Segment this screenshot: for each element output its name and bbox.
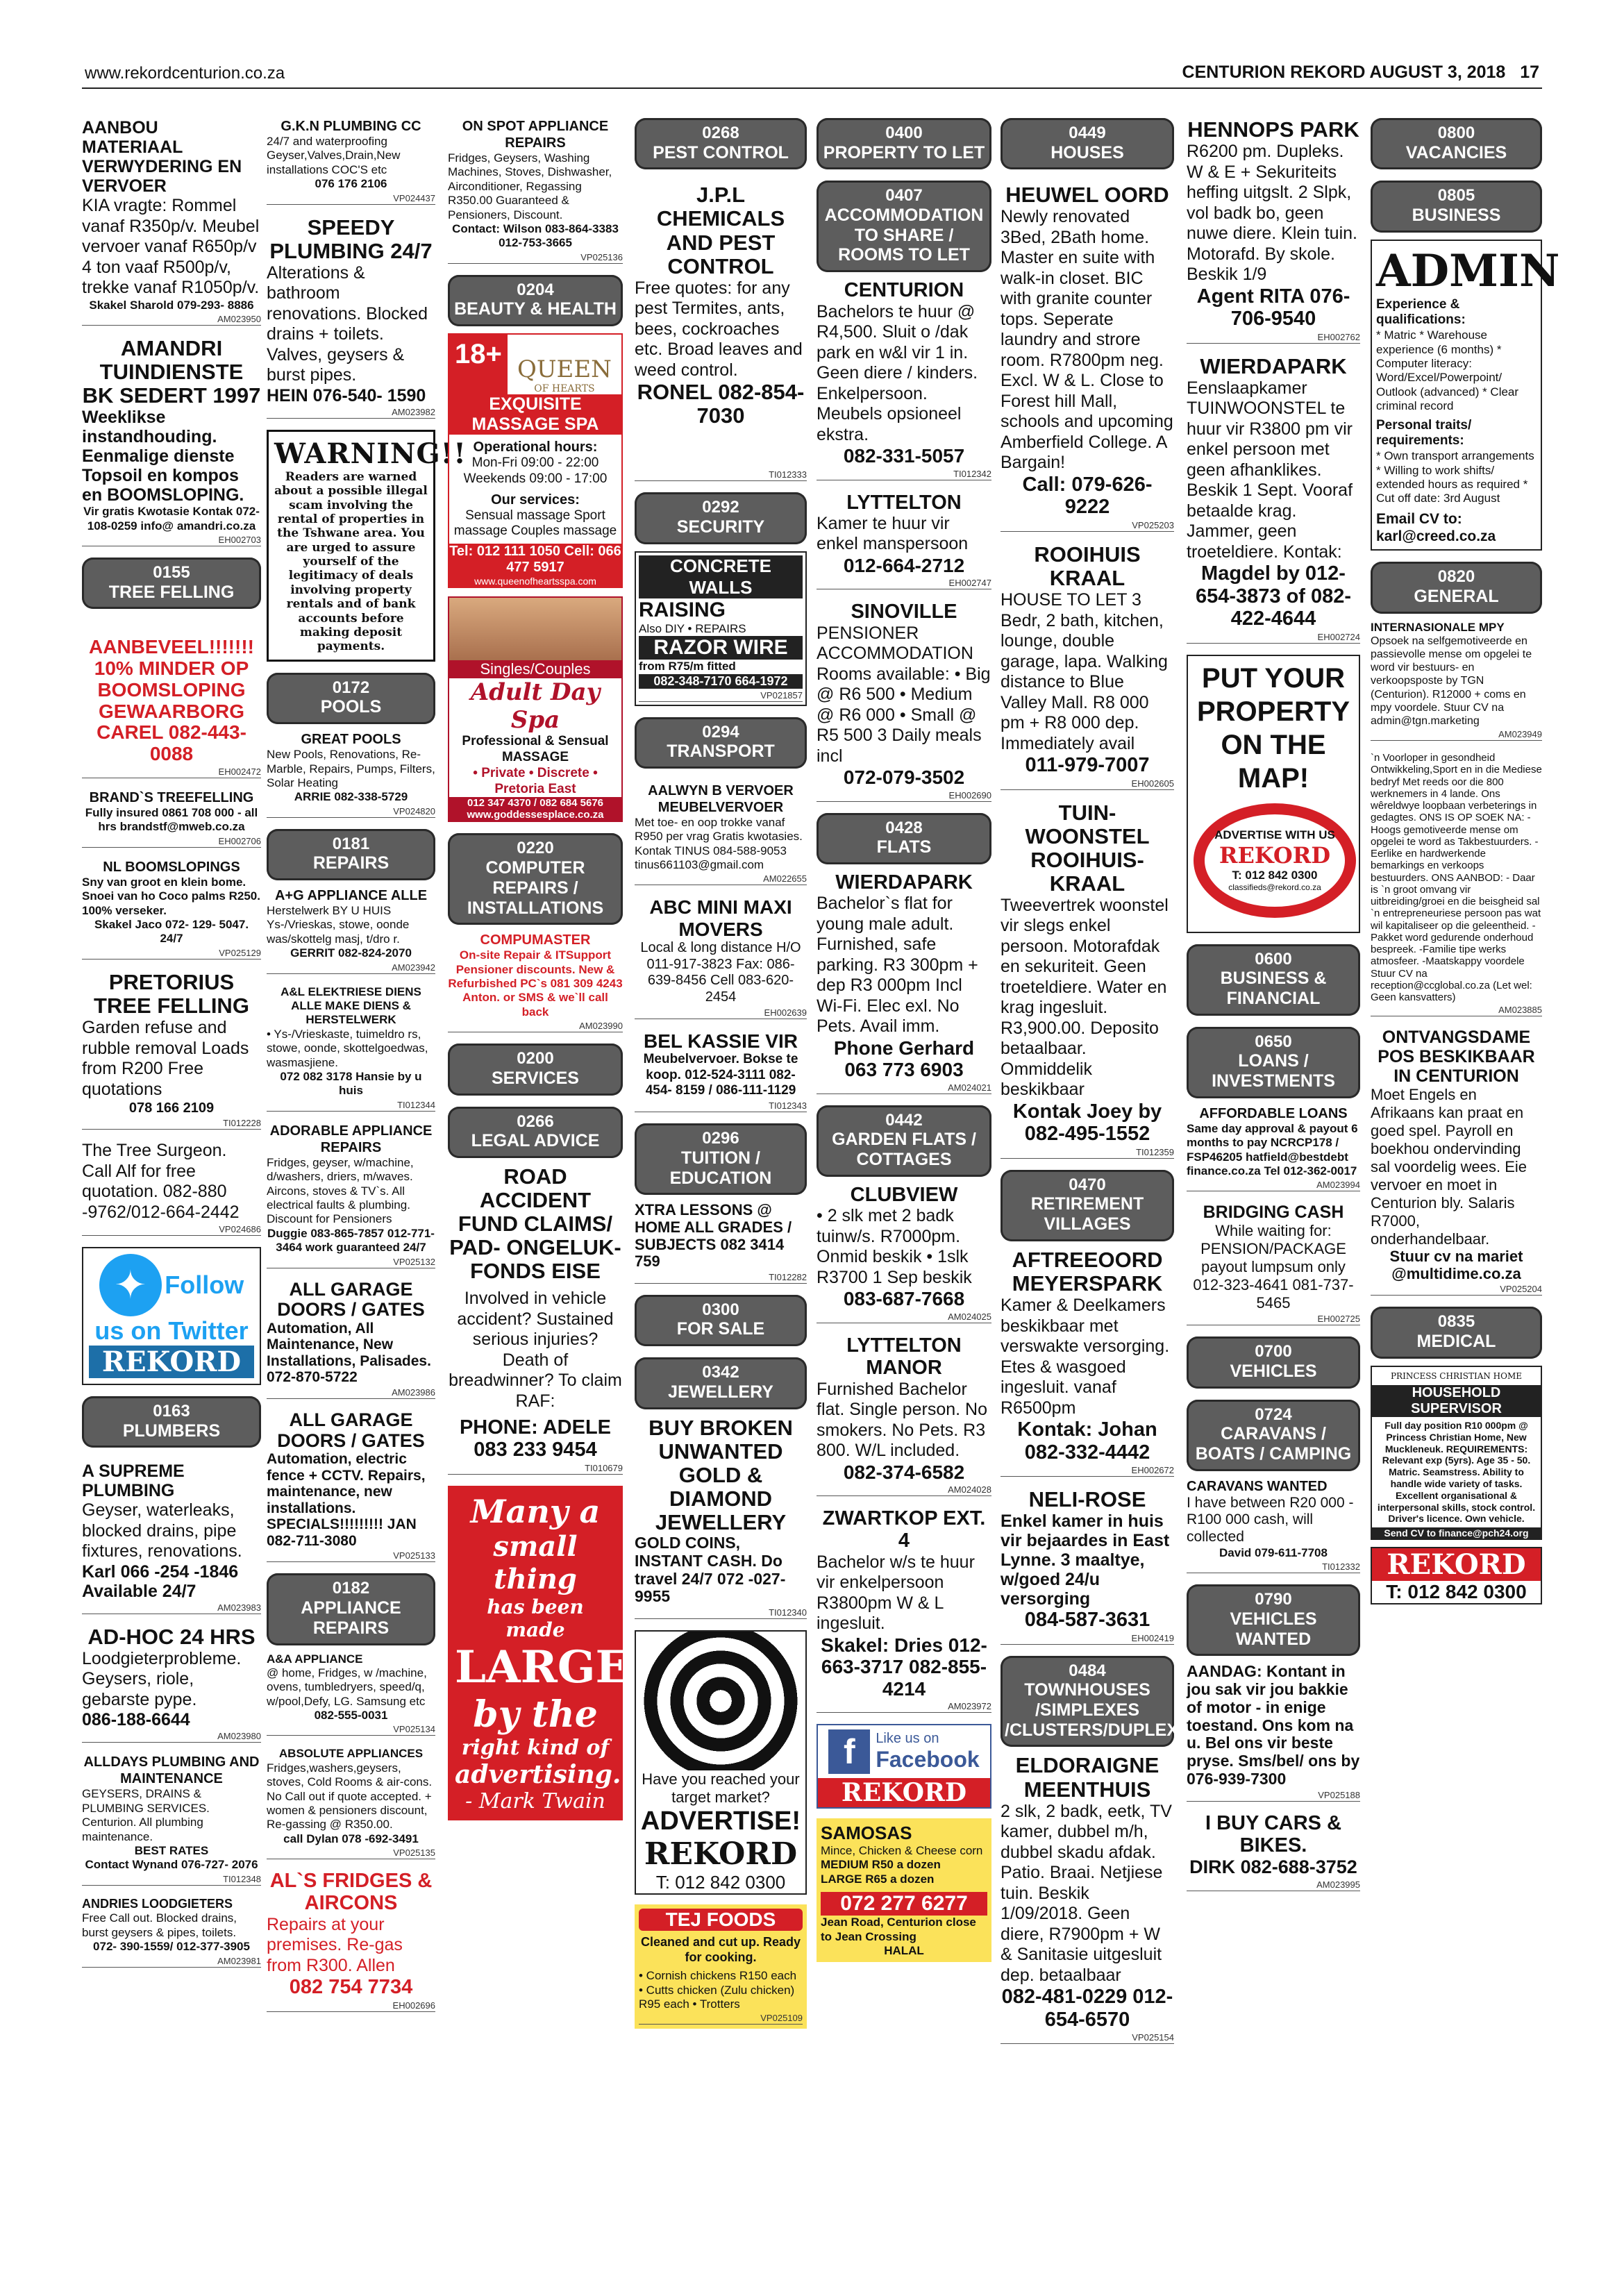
section-0724-caravans[interactable]: 0724 CARAVANS / BOATS / CAMPING [1187, 1400, 1360, 1471]
section-0182-appliance-repairs[interactable]: 0182 APPLIANCE REPAIRS [267, 1573, 435, 1645]
ad-neli-rose: NELI-ROSE Enkel kamer in huis vir bejaardes in East Lynne. 3 maaltye, w/goed 24/u versorging 084-587-3631 EH002419 [1001, 1487, 1174, 1643]
ad-adorable: ADORABLE APPLIANCE REPAIRS Fridges, geyser, w/machine, d/washers, driers, m/waves. Aircons, stoves & TV`s. All electrical faults & plumbing. Discount for Pensioners Duggie 083-865-7857 012-771-3464 work guaranteed 24/7 VP025132 [267, 1123, 435, 1267]
warning-notice: WARNING!! Readers are warned about a possible illegal scam involving the rental of properties in the Tshwane area. You are urged to assure yourself of the legitimacy of deals involving property rentals and of bank accounts before making deposit payments. [267, 430, 435, 662]
section-0200-services[interactable]: 0200 SERVICES [448, 1044, 623, 1095]
section-0428-flats[interactable]: 0428 FLATS [817, 813, 991, 864]
twitter-promo[interactable]: ✦ Follow us on Twitter REKORD [82, 1247, 261, 1385]
ad-aa-appliance: A&A APPLIANCE @ home, Fridges, w /machine, ovens, tumbledryers, speed/q, w/pool,Defy, LG. Samsung etc 082-555-0031 VP025134 [267, 1652, 435, 1735]
section-0700-vehicles[interactable]: 0700 VEHICLES [1187, 1336, 1360, 1388]
ad-garage-2: ALL GARAGE DOORS / GATES Automation, electric fence + CCTV. Repairs, maintenance, new installations. SPECIALS!!!!!!!!! JAN 082-711-3080 VP025133 [267, 1409, 435, 1561]
ad-clubview: CLUBVIEW • 2 slk met 2 badk tuinw/s. R7000pm. Onmid beskik • 1slk R3700 1 Sep beskik 083-687-7668 AM024025 [817, 1183, 991, 1322]
adult-day-spa-ad: Singles/Couples Adult Day Spa Professional & Sensual MASSAGE • Private • Discrete • Pretoria East 012 347 4370 / 082 684 5676 www.goddessesplace.co.za [448, 596, 623, 822]
ad-ag-appliance: A+G APPLIANCE ALLE Herstelwerk BY U HUIS Ys-/Vrieskas, stowe, oonde was/skottelg masj, t/dro r. GERRIT 082-824-2070 AM023942 [267, 888, 435, 973]
facebook-icon: f [828, 1729, 870, 1774]
paper-title: CENTURION REKORD AUGUST 3, 2018 17 [1182, 62, 1539, 82]
section-0300-for-sale[interactable]: 0300 FOR SALE [635, 1295, 807, 1346]
ad-lyttelton-manor: LYTTELTON MANOR Furnished Bachelor flat. Single person. No smokers. No Pets. R3 800. W/L included. 082-374-6582 AM024028 [817, 1334, 991, 1495]
section-0449-houses[interactable]: 0449 HOUSES [1001, 118, 1174, 169]
ad-tree-surgeon: The Tree Surgeon. Call Alf for free quotation. 082-880 -9762/012-664-2442 VP024686 [82, 1141, 261, 1234]
section-0600-business-financial[interactable]: 0600 BUSINESS & FINANCIAL [1187, 944, 1360, 1016]
section-0800-vacancies[interactable]: 0800 VACANCIES [1371, 118, 1542, 169]
ad-bridging-cash: BRIDGING CASH While waiting for: PENSION/PACKAGE payout lumpsum only 012-323-4641 081-737-5465 EH002725 [1187, 1203, 1360, 1325]
column-3 [448, 118, 630, 1820]
ad-buy-gold: BUY BROKEN UNWANTED GOLD & DIAMOND JEWELLERY GOLD COINS, INSTANT CASH. Do travel 24/7 072 -027- 9955 TI012340 [635, 1415, 807, 1618]
ad-alldays: ALLDAYS PLUMBING AND MAINTENANCE GEYSERS, DRAINS & PLUMBING SERVICES. Centurion. All plumbing maintenance. BEST RATES Contact Wynand 076-727- 2076 TI012348 [82, 1754, 261, 1884]
column-2 [267, 118, 467, 2023]
ad-voorloper: `n Voorloper in gesondheid Ontwikkeling,Sport en in die Mediese bedryf Met reeds oor die 800 werknemers in 4 lande. Ons wêreldwye loopbaan verbeterings in gedagtes. ONS IS OP SOEK NA: -Hoogs gemotiveerde mense om opgelei te word as Takbestuurders. -Eerlike en hardwerkende bemarkings en verkoops bestuurders. ONS AANBOD: - Daar is `n groot omvang vir uitbreiding/groei en die beisgheid sal `n entrepreneuriese persoon pas wat wil kapitaliseer op die geleentheid. -Pakket word gedurende onderhoud bespreek. -Familie tipe werks atmosfeer. -Maatskappy voordele Stuur CV na reception@ccglobal.co.za (Let wel: Geen kansvatters) AM023885 [1371, 752, 1542, 1016]
column-5 [817, 118, 991, 1962]
ad-wierdapark-flat: WIERDAPARK Bachelor`s flat for young male adult. Furnished, safe parking. R3 300pm + dep R3 000pm Incl Wi-Fi. Elec exl. No Pets. Avail imm. Phone Gerhard 063 773 6903 AM024021 [817, 871, 991, 1093]
ad-al-elektriese: A&L ELEKTRIESE DIENS ALLE MAKE DIENS & HERSTELWERK • Ys-/Vrieskaste, tuimeldro rs, stowe, oonde, skottelgoedwas, wasmasjiene. 072 082 3178 Hansie by u huis TI012344 [267, 984, 435, 1110]
ad-bel-kassie: BEL KASSIE VIR Meubelvervoer. Bokse te koop. 012-524-3111 082-454- 8159 / 086-111-1129 TI012343 [635, 1030, 807, 1113]
column-4 [635, 118, 807, 2029]
section-0484-townhouses[interactable]: 0484 TOWNHOUSES /SIMPLEXES /CLUSTERS/DUPLEXES [1001, 1656, 1174, 1748]
ad-raf: ROAD ACCIDENT FUND CLAIMS/ PAD- ONGELUK- FONDS EISE Involved in vehicle accident? Sustained serious injuries? Death of breadwinner? To claim RAF: PHONE: ADELE 083 233 9454 TI010679 [449, 1164, 623, 1474]
mark-twain-quote: Many a small thing has been made LARGE by the right kind of advertising. - Mark Twain [448, 1486, 623, 1820]
ad-absolute: ABSOLUTE APPLIANCES Fridges,washers,geysers, stoves, Cold Rooms & air-cons. No Call out if quote accepted. + women & pensioners discount, Re-gassing @ R350.00. call Dylan 078 -692-3491 VP025135 [267, 1747, 435, 1859]
section-0204-beauty-health[interactable]: 0204 BEAUTY & HEALTH [448, 275, 623, 326]
section-0400-property-to-let[interactable]: 0400 PROPERTY TO LET [817, 118, 991, 169]
column-1 [82, 118, 261, 1979]
header-rule [82, 87, 1542, 89]
tej-foods-ad: TEJ FOODS Cleaned and cut up. Ready for cooking. • Cornish chickens R150 each • Cutts chicken (Zulu chicken) R95 each • Trotters VP025109 [635, 1904, 807, 2029]
section-0296-tuition[interactable]: 0296 TUITION / EDUCATION [635, 1123, 807, 1195]
ad-hennops-park: HENNOPS PARK R6200 pm. Dupleks. W & E + Sekuriteits heffing uitgslt. 2 Slpk, vol badk bo, geen nuwe diere. Klein tuin. Motorafd. By skole. Beskik 1/9 Agent RITA 076-706-9540 EH002762 [1187, 117, 1360, 342]
halal-icon: HALAL [884, 1943, 924, 1957]
household-supervisor-ad: PRINCESS CHRISTIAN HOME HOUSEHOLD SUPERVISOR Full day position R10 000pm @ Princess Christian Home, New Muckleneuk. REQUIREMENTS: Relevant exp (5yrs). Age 35 - 50. Matric. Seamstress. Ability to handle wide variety of tasks. Excellent organisational & interpersonal skills, stock control. Driver's licence. Own vehicle. Send CV to finance@pch24.org [1371, 1366, 1542, 1541]
queen-of-hearts-ad: 18+ QUEEN OF HEARTS EXQUISITE MASSAGE SPA Operational hours: Mon-Fri 09:00 - 22:00 Weekends 09:00 - 17:00 Our services: Sensual massage Sport massage Couples massage Tel: 012 111 1050 Cell: 066 477 5917 www.queenofheartsspa.com [448, 333, 623, 588]
ad-sinoville: SINOVILLE PENSIONER ACCOMMODATION Rooms available: • Big @ R6 500 • Medium @ R6 000 • Small @ R5 500 3 Daily meals incl 072-079-3502 EH002690 [817, 601, 991, 801]
rekord-brand-box: REKORD T: 012 842 0300 [1371, 1547, 1542, 1604]
ad-aandag: AANDAG: Kontant in jou sak vir jou bakkie of motor - in enige toestand. Ons kom na u. Bel ons vir beste pryse. Sms/bel/ ons by 076-939-7300 VP025188 [1187, 1662, 1360, 1800]
column-6 [1001, 118, 1202, 2055]
twitter-bird-icon: ✦ [99, 1254, 162, 1316]
ad-tuin-woonstel: TUIN- WOONSTEL ROOIHUIS- KRAAL Tweevertrek woonstel vir slegs enkel persoon. Motorafdak en sekuriteit. Geen troeteldiere. Water en krag ingesluit. R3,900.00. Deposito betaalbaar. Ommiddelik beskikbaar Kontak Joey by 082-495-1552 TI012359 [1001, 800, 1174, 1157]
ad-heuwel-oord: HEUWEL OORD Newly renovated 3Bed, 2Bath home. Master en suite with walk-in closet. BIC with granite counter tops. Seperate laundry and strore room. R7800pm neg. Excl. W & L. Close to Forest hill Mall, schools and upcoming Amberfield College. A Bargain! Call: 079-626-9222 VP025203 [1001, 183, 1174, 530]
ad-speedy: SPEEDY PLUMBING 24/7 Alterations & bathroom renovations. Blocked drains + toilets. Valves, geysers & burst pipes. HEIN 076-540- 1590 AM023982 [267, 215, 435, 417]
ad-als-fridges: AL`S FRIDGES & AIRCONS Repairs at your premises. Re-gas from R300. Allen 082 754 7734 EH002696 [267, 1870, 435, 2011]
dartboard-icon [636, 1632, 805, 1770]
ad-abc-movers: ABC MINI MAXI MOVERS Local & long distance H/O 011-917-3823 Fax: 086-639-8456 Cell 083-620-2454 EH002639 [635, 896, 807, 1019]
section-0790-vehicles-wanted[interactable]: 0790 VEHICLES WANTED [1187, 1584, 1360, 1656]
ad-xtra-lessons: XTRA LESSONS @ HOME ALL GRADES / SUBJECTS 082 3414 759 TI012282 [635, 1201, 807, 1282]
samosas-ad: SAMOSAS Mince, Chicken & Cheese corn MEDIUM R50 a dozen LARGE R65 a dozen 072 277 6277 Jean Road, Centurion close to Jean Crossing HALAL [817, 1818, 991, 1962]
ad-jpl: J.P.L CHEMICALS AND PEST CONTROL Free quotes: for any pest Termites, ants, bees, cockroaches etc. Broad leaves and weed control. RONEL 082-854-7030 TI012333 [635, 183, 807, 480]
section-0292-security[interactable]: 0292 SECURITY [635, 492, 807, 544]
ad-zwartkop: ZWARTKOP EXT. 4 Bachelor w/s te huur vir enkelpersoon R3800pm W & L ingesluit. Skakel: Dries 012-663-3717 082-855-4214 AM023972 [817, 1507, 991, 1711]
ad-aftreeoord: AFTREEOORD MEYERSPARK Kamer & Deelkamers beskikbaar met verswakte versorging. Etes & wasgoed ingesluit. vanaf R6500pm Kontak: Johan 082-332-4442 EH002672 [1001, 1247, 1174, 1476]
section-0470-retirement[interactable]: 0470 RETIREMENT VILLAGES [1001, 1170, 1174, 1241]
ad-wierdapark-woonstel: WIERDAPARK Eenslaapkamer TUINWOONSTEL te huur vir R3800 pm vir enkel persoon met geen afhanklikes. Beskik 1 Sept. Vooraf betaalde krag. Jammer, geen troeteldiere. Kontak: Magdel by 012-654-3873 of 082-422-4644 EH002724 [1187, 353, 1360, 642]
ad-amandri: AMANDRI TUINDIENSTE BK SEDERT 1997 Weeklikse instandhouding. Eenmalige dienste Topsoil en kompos en BOOMSLOPING. Vir gratis Kwotasie Kontak 072-108-0259 info@ amandri.co.za EH002703 [82, 335, 261, 545]
ad-lyttelton: LYTTELTON Kamer te huur vir enkel manspersoon 012-664-2712 EH002747 [817, 491, 991, 589]
ad-internasionale: INTERNASIONALE MPY Opsoek na selfgemotiveerde en passievolle mense om opgelei te word vir bestuurs- en verkoopsposte by TGN (Centurion). R12000 + coms en mpy voordele. Stuur CV na admin@tgn.marketing AM023949 [1371, 620, 1542, 740]
ad-ontvangsdame: ONTVANGSDAME POS BESKIKBAAR IN CENTURION Moet Engels en Afrikaans kan praat en goed spel. Payroll en boekhou ondervinding sal voordelig wees. Eie vervoer en moet in Centurion bly. Salaris R7000, onderhandelbaar. Stuur cv na mariet @multidime.co.za VP025204 [1371, 1028, 1542, 1295]
ad-great-pools: GREAT POOLS New Pools, Renovations, Re-Marble, Repairs, Pumps, Filters, Solar Heating ARRIE 082-338-5729 VP024820 [267, 732, 435, 816]
section-0650-loans[interactable]: 0650 LOANS / INVESTMENTS [1187, 1027, 1360, 1098]
ad-pretorius: PRETORIUS TREE FELLING Garden refuse and rubble removal Loads from R200 Free quotations 078 166 2109 TI012228 [82, 969, 261, 1128]
ad-caravans-wanted: CARAVANS WANTED I have between R20 000 - R100 000 cash, will collected David 079-611-7708 TI012332 [1187, 1478, 1360, 1573]
ad-nl-boomslopings: NL BOOMSLOPINGS Sny van groot en klein bome. Snoei van ho Coco palms R250. 100% verseker. Skakel Jaco 072- 129- 5047. 24/7 VP025129 [82, 859, 261, 958]
section-0820-general[interactable]: 0820 GENERAL [1371, 562, 1542, 613]
section-0407-accommodation[interactable]: 0407 ACCOMMODATION TO SHARE / ROOMS TO LET [817, 181, 991, 272]
admin-vacancy-ad: ADMIN Experience & qualifications: * Matric * Warehouse experience (6 months) * Computer literacy: Word/Excel/Powerpoint/ Outlook (advanced) * Clear criminal record Personal traits/ requirements: * Own transport arrangements * Willing to work shifts/ extended hours as required * Cut off date: 3rd August Email CV to: karl@creed.co.za [1371, 240, 1542, 551]
section-0442-garden-flats[interactable]: 0442 GARDEN FLATS / COTTAGES [817, 1105, 991, 1177]
map-pin-icon: ADVERTISE WITH US REKORD T: 012 842 0300 classifieds@rekord.co.za [1194, 803, 1356, 918]
ad-eldoraigne: ELDORAIGNE MEENTHUIS 2 slk, 2 badk, eetk, TV kamer, dubbel m/h, dubbel skadu afdak. Patio. Braai. Netjiese tuin. Beskik 1/09/2018. Geen diere, R7900pm + W & Sanitasie uitgesluit dep. betaalbaar 082-481-0229 012-654-6570 VP025154 [1001, 1753, 1174, 2043]
section-0220-computer-repairs[interactable]: 0220 COMPUTER REPAIRS / INSTALLATIONS [448, 833, 623, 925]
ad-aanbeveel: AANBEVEEL!!!!!!! 10% MINDER OP BOOMSLOPING GEWAARBORG CAREL 082-443-0088 EH002472 [82, 637, 261, 778]
ad-supreme: A SUPREME PLUMBING Geyser, waterleaks, blocked drains, pipe fixtures, renovations. Karl 066 -254 -1846 Available 24/7 AM023983 [82, 1461, 261, 1613]
ad-aalwyn: AALWYN B VERVOER MEUBELVERVOER Met toe- en oop trokke vanaf R950 per vrag Gratis kwotasies. Kontak TINUS 084-588-9053 tinus661103@gmail.com AM022655 [635, 782, 807, 885]
target-market-ad: Have you reached your target market? ADVERTISE! REKORD T: 012 842 0300 [635, 1630, 807, 1895]
spa-photo [449, 598, 621, 660]
ad-brands: BRAND`S TREEFELLING Fully insured 0861 708 000 - all hrs brandstf@mweb.co.za EH002706 [82, 789, 261, 848]
ad-garage-1: ALL GARAGE DOORS / GATES Automation, All Maintenance, New Installations, Palisades. 072-870-5722 AM023986 [267, 1278, 435, 1398]
concrete-walls-ad: CONCRETE WALLS RAISING Also DIY • REPAIRS RAZOR WIRE from R75/m fitted 082-348-7170 664-1972 VP021857 [635, 551, 807, 706]
column-8 [1371, 118, 1560, 1604]
column-7 [1187, 118, 1360, 1902]
section-0805-business[interactable]: 0805 BUSINESS [1371, 181, 1542, 232]
section-0342-jewellery[interactable]: 0342 JEWELLERY [635, 1357, 807, 1409]
section-0155-tree-felling[interactable]: 0155 TREE FELLING [82, 558, 261, 609]
section-0835-medical[interactable]: 0835 MEDICAL [1371, 1307, 1542, 1358]
ad-adhoc: AD-HOC 24 HRS Loodgieterprobleme. Geysers, riole, gebarste pype. 086-188-6644 AM023980 [82, 1624, 261, 1742]
section-0163-plumbers[interactable]: 0163 PLUMBERS [82, 1396, 261, 1448]
section-0181-repairs[interactable]: 0181 REPAIRS [267, 829, 435, 880]
property-map-ad: PUT YOUR PROPERTY ON THE MAP! ADVERTISE WITH US REKORD T: 012 842 0300 classifieds@rekord.co.za [1187, 655, 1360, 933]
site-url[interactable]: www.rekordcenturion.co.za [85, 64, 285, 83]
ad-affordable-loans: AFFORDABLE LOANS Same day approval & payout 6 months to pay NCRCP178 / FSP46205 hatfield@bestdebt finance.co.za Tel 012-362-0017 AM023994 [1187, 1105, 1360, 1191]
ad-onspot: ON SPOT APPLIANCE REPAIRS Fridges, Geysers, Washing Machines, Stoves, Dishwasher, Airconditioner, Regassing R350.00 Guaranteed & Pensioners, Discount. Contact: Wilson 083-864-3383 012-753-3665 VP025136 [448, 119, 623, 262]
ad-centurion: CENTURION Bachelors te huur @ R4,500. Sluit o /dak park en w&l vir 1 in. Geen diere / kinders. Enkelpersoon. Meubels opsioneel ekstra. 082-331-5057 TI012342 [817, 279, 991, 479]
ad-gkn: G.K.N PLUMBING CC 24/7 and waterproofing Geyser,Valves,Drain,New installations COC'S etc 076 176 2106 VP024437 [267, 119, 435, 203]
page-number: 17 [1520, 62, 1539, 82]
section-0266-legal-advice[interactable]: 0266 LEGAL ADVICE [448, 1107, 623, 1158]
facebook-promo[interactable]: f Like us on Facebook REKORD [817, 1724, 991, 1809]
section-0172-pools[interactable]: 0172 POOLS [267, 673, 435, 724]
section-0294-transport[interactable]: 0294 TRANSPORT [635, 717, 807, 769]
ad-andries: ANDRIES LOODGIETERS Free Call out. Blocked drains, burst geysers & pipes, toilets. 072- 390-1559/ 012-377-3905 AM023981 [82, 1896, 261, 1966]
ad-i-buy-cars: I BUY CARS & BIKES. DIRK 082-688-3752 AM023995 [1187, 1813, 1360, 1891]
princess-home-logo: PRINCESS CHRISTIAN HOME [1390, 1371, 1523, 1381]
section-0268-pest-control[interactable]: 0268 PEST CONTROL [635, 118, 807, 169]
ad-compumaster: COMPUMASTER On-site Repair & ITSupport Pensioner discounts. New & Refurbished PC`s 081 309 4243 Anton. or SMS & we`ll call back AM023990 [448, 932, 623, 1032]
ad-rooihuis: ROOIHUIS KRAAL HOUSE TO LET 3 Bedr, 2 bath, kitchen, lounge, double garage, lapa. Walking distance to Blue Valley Mall. R8 000 pm + R8 000 dep. Immediately avail 011-979-7007 EH002605 [1001, 542, 1174, 789]
ad-aanbou: AANBOU MATERIAAL VERWYDERING EN VERVOER KIA vragte: Rommel vanaf R350p/v. Meubel vervoer vanaf R650p/v 4 ton vaaf R500p/v, trekke vanaf R1050p/v. Skakel Sharold 079-293- 8886 AM023950 [82, 118, 261, 324]
